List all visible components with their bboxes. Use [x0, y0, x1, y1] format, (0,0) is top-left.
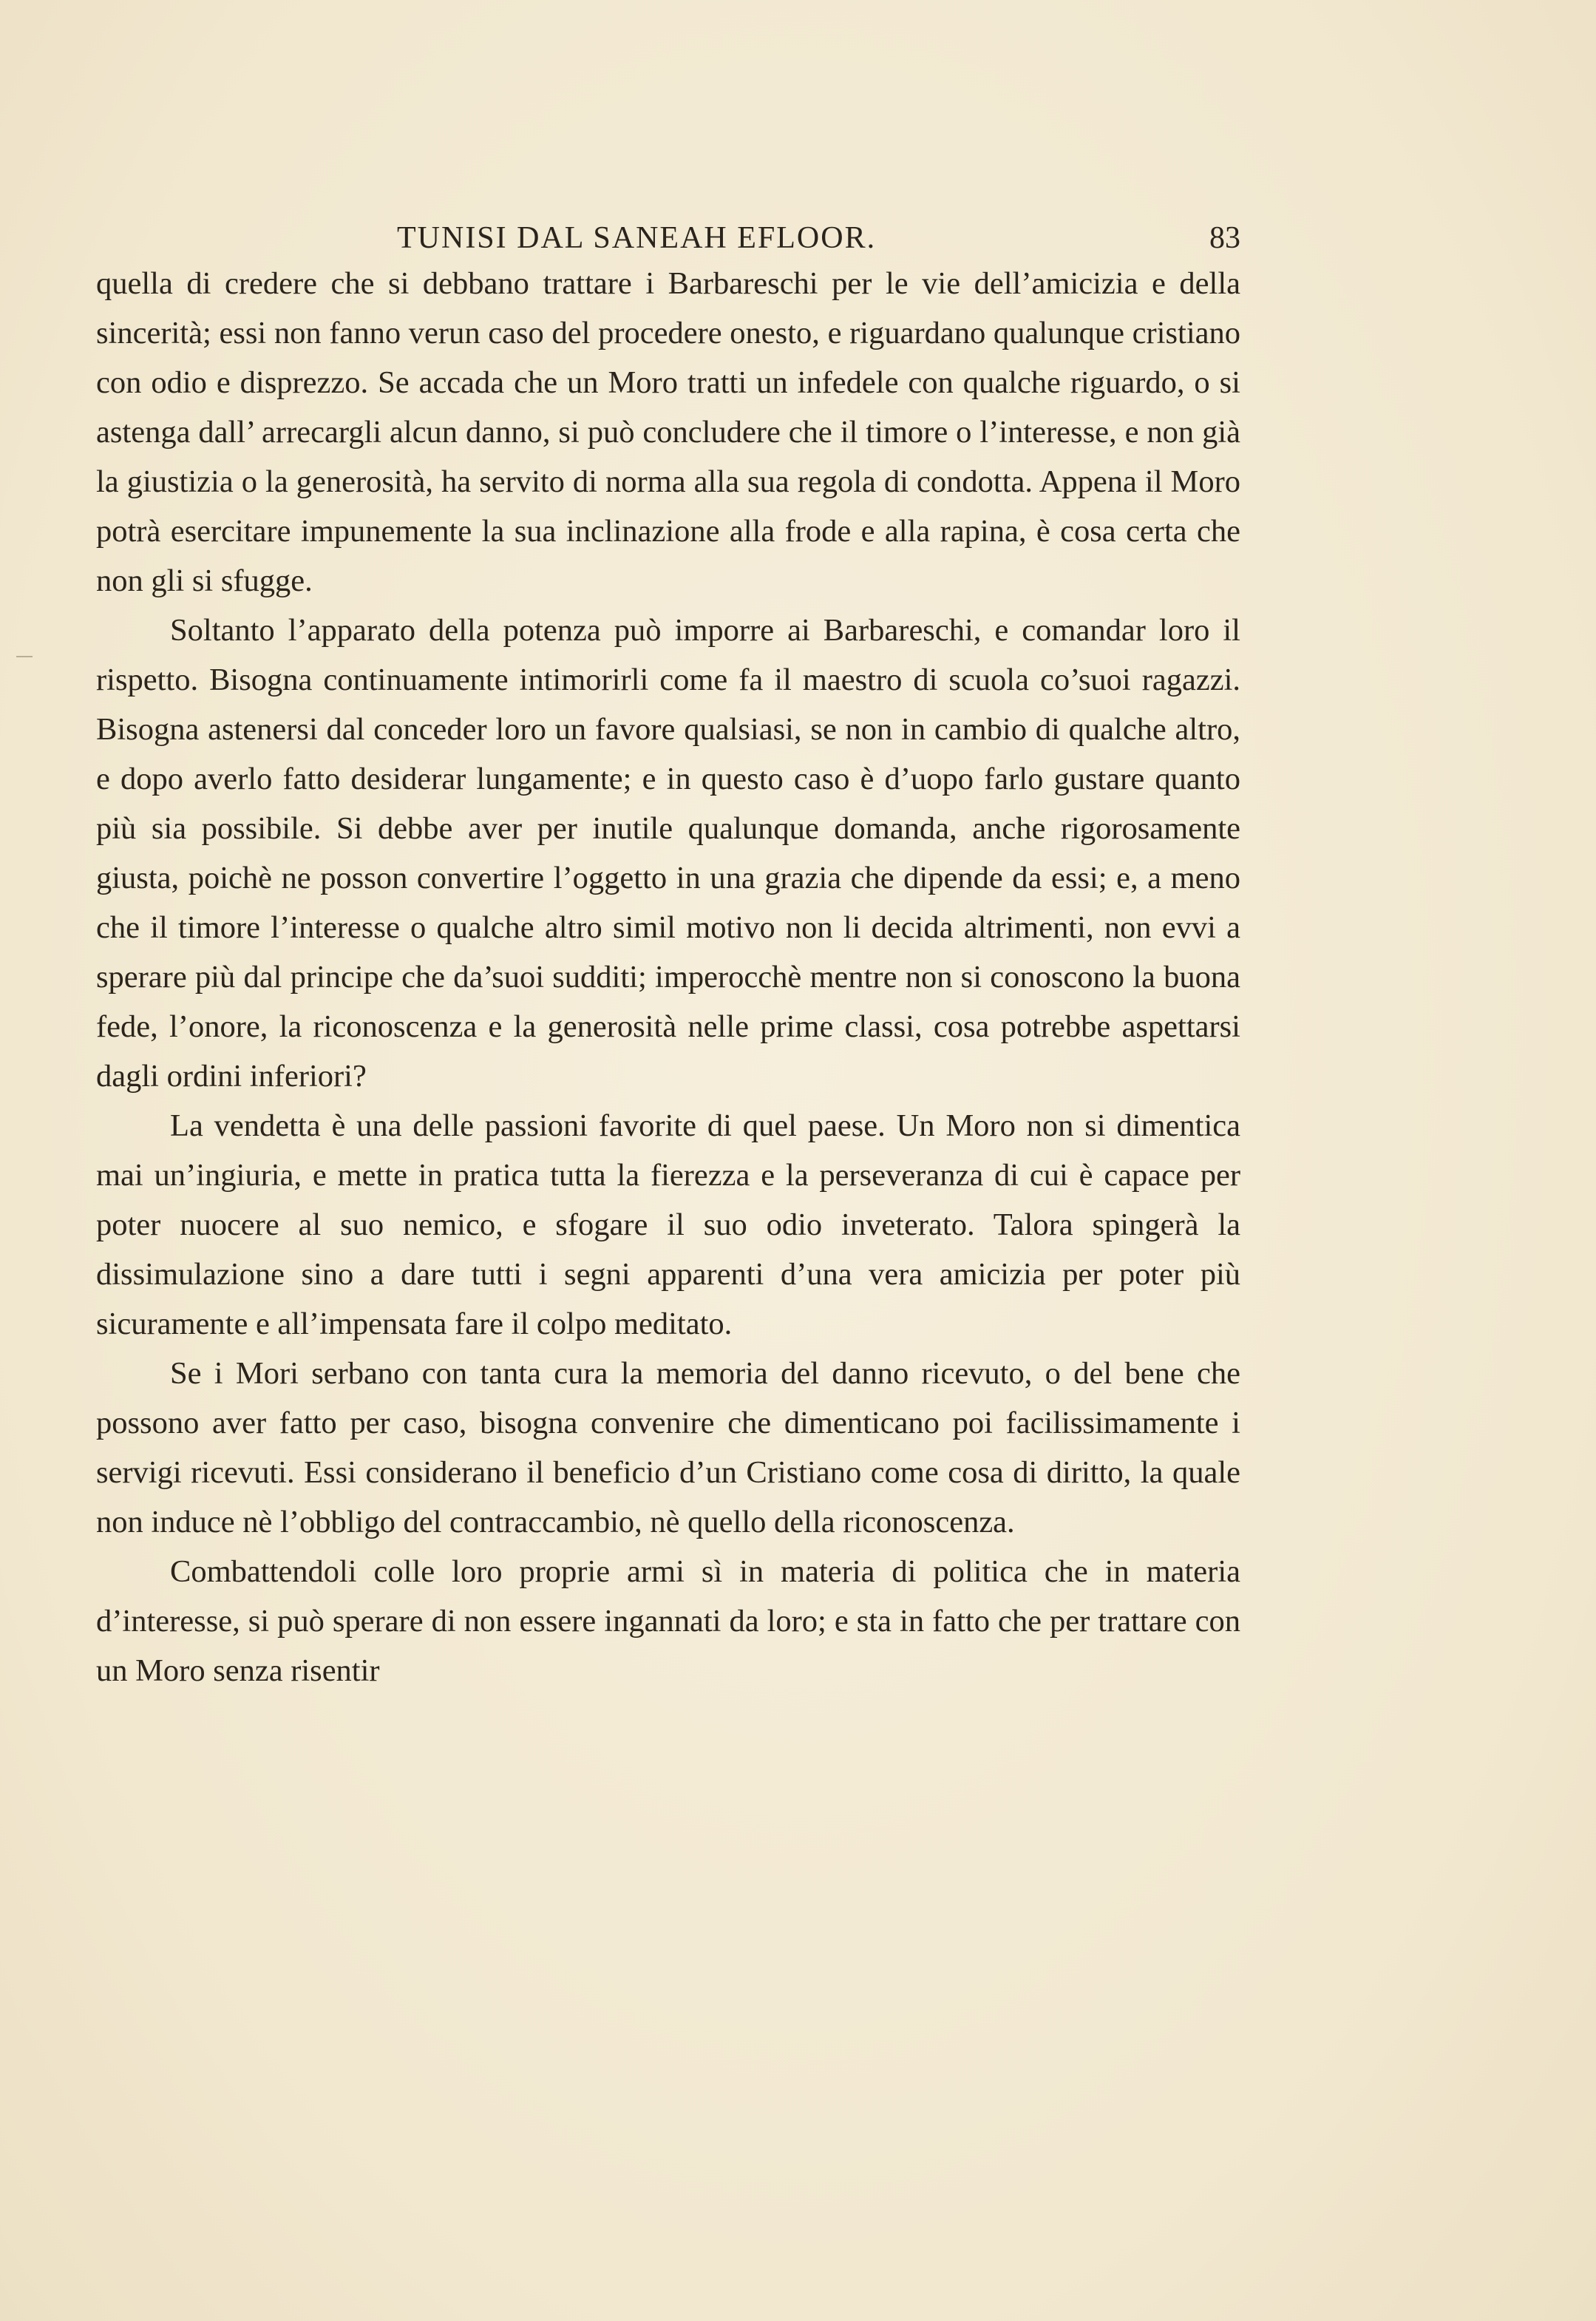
- paragraph: Combattendoli colle loro proprie armi sì in materia di politica che in materia d’interesse, si può sperare di non essere ingannati da loro; e sta in fatto che per trattare con un Moro senza risentir: [96, 1554, 1240, 1688]
- paragraph: La vendetta è una delle passioni favorite di quel paese. Un Moro non si dimentica mai un’ingiuria, e mette in pratica tutta la fierezza e la perseveranza di cui è capace per poter nuocere al suo nemico, e sfogare il suo odio inveterato. Talora spingerà la dissimulazione sino a dare tutti i segni apparenti d’una vera amicizia per poter più sicuramente e all’impensata fare il colpo meditato.: [96, 1108, 1240, 1341]
- body-text: [96, 259, 1240, 1695]
- paragraph: Soltanto l’apparato della potenza può imporre ai Barbareschi, e comandar loro il rispetto. Bisogna continuamente intimorirli come fa il maestro di scuola co’suoi ragazzi. Bisogna astenersi dal conceder loro un favore qualsiasi, se non in cambio di qualche altro, e dopo averlo fatto desiderar lungamente; e in questo caso è d’uopo farlo gustare quanto più sia possibile. Si debbe aver per inutile qualunque domanda, anche rigorosamente giusta, poichè ne posson convertire l’oggetto in una grazia che dipende da essi; e, a meno che il timore l’interesse o qualche altro simil motivo non li decida altrimenti, non evvi a sperare più dal principe che da’suoi sudditi; imperocchè mentre non si conoscono la buona fede, l’onore, la riconoscenza e la generosità nelle prime classi, cosa potrebbe aspettarsi dagli ordini inferiori?: [96, 613, 1240, 1094]
- margin-mark: [16, 656, 33, 657]
- running-title: TUNISI DAL SANEAH EFLOOR.: [397, 221, 877, 255]
- page-number: 83: [1209, 221, 1240, 255]
- paragraph: Se i Mori serbano con tanta cura la memoria del danno ricevuto, o del bene che possono aver fatto per caso, bisogna convenire che dimenticano poi facilissimamente i servigi ricevuti. Essi considerano il beneficio d’un Cristiano come cosa di diritto, la quale non induce nè l’obbligo del contraccambio, nè quello della riconoscenza.: [96, 1356, 1240, 1539]
- paragraph-continuation: quella di credere che si debbano trattare i Barbareschi per le vie dell’amicizia e della sincerità; essi non fanno verun caso del procedere onesto, e riguardano qualunque cristiano con odio e disprezzo. Se accada che un Moro tratti un infedele con qualche riguardo, o si astenga dall’ arrecargli alcun danno, si può concludere che il timore o l’interesse, e non già la giustizia o la generosità, ha servito di norma alla sua regola di condotta. Appena il Moro potrà esercitare impunemente la sua inclinazione alla frode e alla rapina, è cosa certa che non gli si sfugge.: [96, 266, 1240, 598]
- page-header: [96, 216, 1240, 260]
